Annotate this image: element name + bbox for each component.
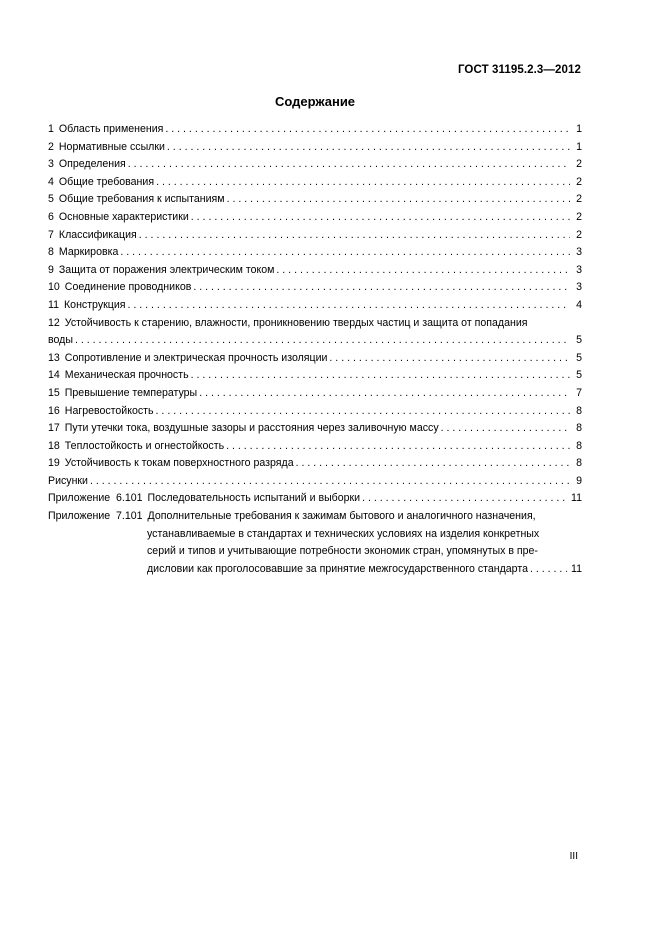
toc-entry-16[interactable]: [48, 403, 582, 421]
dot-leader: [165, 121, 570, 139]
toc-entry-number: 5: [48, 193, 54, 206]
toc-entry-13[interactable]: [48, 350, 582, 368]
dot-leader: [191, 209, 570, 227]
toc-entry-6[interactable]: [48, 209, 582, 227]
toc-entry-label: Общие требования: [58, 175, 155, 188]
toc-entry-number: 7: [48, 228, 54, 241]
dot-leader: [167, 139, 570, 157]
toc-entry-page: 3: [576, 246, 582, 259]
toc-entry-number: 3: [48, 158, 54, 171]
toc-entry-label: Нормативные ссылки: [58, 140, 165, 153]
toc-entry-19[interactable]: [48, 455, 582, 473]
toc-entry-label: Механическая прочность: [64, 369, 189, 382]
toc-entry-page: 8: [576, 457, 582, 470]
toc-entry-page: 5: [576, 369, 582, 382]
toc-entry-page: 2: [576, 228, 582, 241]
toc-entry-label: Сопротивление и электрическая прочность изоляции: [64, 351, 328, 364]
toc-entry-label: Пути утечки тока, воздушные зазоры и расстояния через заливочную массу: [64, 422, 439, 435]
toc-entry-number: 8: [48, 246, 54, 259]
dot-leader: [226, 438, 570, 456]
toc-entry-number: 11: [48, 298, 59, 311]
toc-entry-number: 18: [48, 439, 60, 452]
toc-entry-8[interactable]: [48, 244, 582, 262]
toc-entry-label: Устойчивость к токам поверхностного разряда: [64, 457, 294, 470]
toc-entry-5[interactable]: [48, 191, 582, 209]
dot-leader: [193, 279, 570, 297]
toc-entry-label: Маркировка: [58, 246, 119, 259]
toc-entry-page: 1: [576, 140, 582, 153]
toc-entry-page: 8: [576, 404, 582, 417]
document-code: ГОСТ 31195.2.3—2012: [457, 64, 581, 76]
toc-entry-page: 8: [576, 422, 582, 435]
toc-entry-page: 2: [576, 193, 582, 206]
dot-leader: [139, 227, 570, 245]
dot-leader: [329, 350, 570, 368]
toc-entry-number: 2: [48, 140, 54, 153]
toc-entry-7[interactable]: [48, 227, 582, 245]
toc-entry-page: 1: [576, 123, 582, 135]
toc-entry-18[interactable]: [48, 438, 582, 456]
toc-entry-number: 17: [48, 422, 60, 435]
toc-entry-3[interactable]: [48, 156, 582, 174]
dot-leader: [120, 244, 570, 262]
toc-entry-page: 8: [576, 439, 582, 452]
toc-entry-label: Рисунки: [48, 474, 88, 487]
dot-leader: [441, 420, 570, 438]
toc-entry-page: 2: [576, 210, 582, 223]
dot-leader: [75, 332, 570, 350]
toc-entry-label: Последовательность испытаний и выборки: [147, 492, 361, 505]
toc-title: Содержание: [274, 94, 356, 109]
dot-leader: [90, 473, 570, 491]
toc-entry-label-continuation: дисловии как проголосовавшие за принятие межгосударственного стандарта: [147, 562, 528, 575]
toc-entry-label: Соединение проводников: [64, 281, 192, 294]
toc-entry-number: 16: [48, 404, 60, 417]
toc-entry-number: 19: [48, 457, 60, 470]
dot-leader: [276, 262, 570, 280]
appendix-designation: Приложение 7.101: [48, 510, 143, 523]
dot-leader: [191, 367, 570, 385]
dot-leader: [128, 156, 570, 174]
toc-entry-appendix-6-101[interactable]: [48, 490, 582, 508]
toc-entry-label: Классификация: [58, 228, 137, 241]
toc-entry-11[interactable]: [48, 297, 582, 315]
toc-entry-label: Область применения: [58, 123, 164, 135]
dot-leader: [128, 297, 571, 315]
toc-entry-number: 13: [48, 351, 60, 364]
toc-entry-10[interactable]: [48, 279, 582, 297]
toc-entry-label: Нагревостойкость: [64, 404, 154, 417]
toc-entry-2[interactable]: [48, 139, 582, 157]
toc-entry-page: 11: [571, 492, 582, 505]
dot-leader: [156, 174, 570, 192]
appendix-7-first-line: [48, 508, 582, 526]
toc-entry-page: 5: [576, 351, 582, 364]
toc-entry-appendix-7-101[interactable]: [48, 508, 582, 578]
toc-entry-12[interactable]: [48, 315, 582, 350]
toc-entry-17[interactable]: [48, 420, 582, 438]
toc-entry-label: Теплостойкость и огнестойкость: [64, 439, 225, 452]
toc-entry-page: 11: [571, 562, 582, 575]
toc-entry-number: 1: [48, 123, 54, 135]
dot-leader: [530, 561, 567, 579]
appendix-7-last-line: [147, 561, 582, 579]
toc-entry-14[interactable]: [48, 367, 582, 385]
toc-entry-label: Дополнительные требования к зажимам бытового и аналогичного назначения,: [147, 510, 536, 523]
toc-entry-label: Основные характеристики: [58, 210, 189, 223]
toc-entry-12-second-line: [48, 332, 582, 350]
toc-entry-label: Общие требования к испытаниям: [58, 193, 225, 206]
toc-entry-number: 15: [48, 386, 60, 399]
appendix-7-continuation: [147, 526, 582, 579]
toc-entry-figures[interactable]: [48, 473, 582, 491]
toc-entry-number: 9: [48, 263, 54, 276]
toc-entry-9[interactable]: [48, 262, 582, 280]
toc-entry-12-first-line: [48, 315, 582, 333]
toc-entry-label: Устойчивость к старению, влажности, проникновению твердых частиц и защита от попадания: [64, 316, 528, 329]
dot-leader: [362, 490, 567, 508]
toc-entry-page: 3: [576, 281, 582, 294]
toc-entry-page: 2: [576, 158, 582, 171]
toc-entry-page: 3: [576, 263, 582, 276]
toc-entry-15[interactable]: [48, 385, 582, 403]
toc-entry-label-continuation: устанавливаемые в стандартах и технических условиях на изделия конкретных: [147, 527, 540, 540]
toc-entry-number: 10: [48, 281, 60, 294]
toc-entry-number: 14: [48, 369, 60, 382]
dot-leader: [156, 403, 570, 421]
toc-entry-page: 2: [576, 175, 582, 188]
toc-entry-1[interactable]: [48, 121, 582, 139]
toc-entry-label: Конструкция: [64, 298, 126, 311]
toc-entry-page: 4: [576, 298, 582, 311]
toc-entry-label: Защита от поражения электрическим током: [58, 263, 275, 276]
toc-entry-page: 7: [576, 386, 582, 399]
toc-entry-label: Превышение температуры: [64, 386, 198, 399]
table-of-contents: [48, 121, 582, 578]
dot-leader: [296, 455, 570, 473]
toc-entry-page: 5: [576, 334, 582, 347]
dot-leader: [227, 191, 570, 209]
appendix-designation: Приложение 6.101: [48, 492, 143, 505]
toc-entry-label: Определения: [58, 158, 126, 171]
page-number: III: [569, 851, 578, 862]
toc-entry-page: 9: [576, 474, 582, 487]
dot-leader: [199, 385, 570, 403]
toc-entry-4[interactable]: [48, 174, 582, 192]
toc-entry-number: 12: [48, 316, 60, 329]
toc-entry-number: 4: [48, 175, 54, 188]
toc-entry-number: 6: [48, 210, 54, 223]
toc-entry-label-continuation: серий и типов и учитывающие потребности экономик стран, упомянутых в пре-: [147, 545, 538, 558]
toc-entry-label-continuation: воды: [48, 334, 73, 347]
